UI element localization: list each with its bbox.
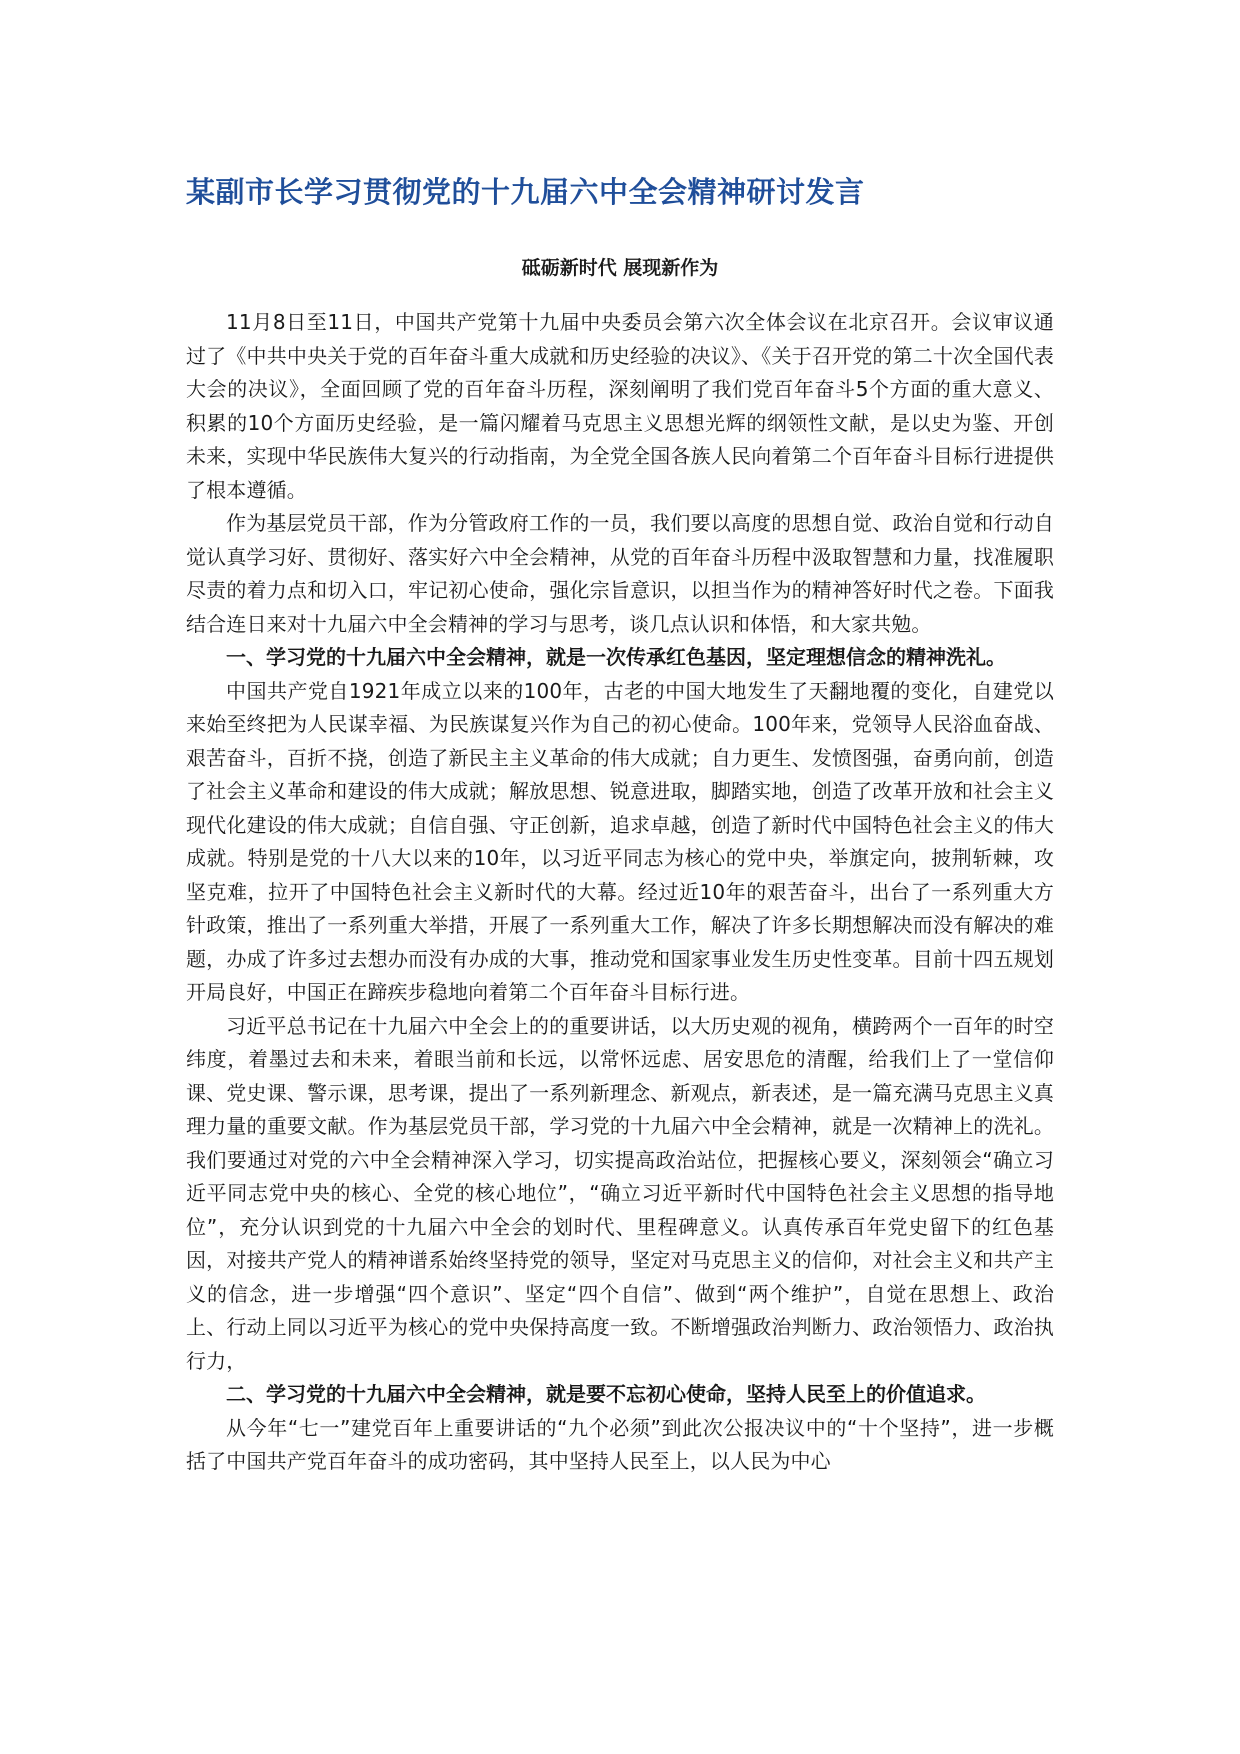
section-heading: 一、学习党的十九届六中全会精神，就是一次传承红色基因，坚定理想信念的精神洗礼。 bbox=[226, 645, 1006, 669]
paragraph: 11月8日至11日，中国共产党第十九届中央委员会第六次全体会议在北京召开。会议审议通过了《中共中央关于党的百年奋斗重大成就和历史经验的决议》、《关于召开党的第二十次全国代表大会的决议》，全面回顾了党的百年奋斗历程，深刻阐明了我们党百年奋斗5个方面的重大意义、积累的10个方面历史经验，是一篇闪耀着马克思主义思想光辉的纲领性文献，是以史为鉴、开创未来，实现中华民族伟大复兴的行动指南，为全党全国各族人民向着第二个百年奋斗目标行进提供了根本遵循。 bbox=[186, 310, 1054, 502]
document-title: 某副市长学习贯彻党的十九届六中全会精神研讨发言 bbox=[186, 175, 865, 209]
document-subtitle: 砥砺新时代 展现新作为 bbox=[521, 257, 719, 279]
paragraph: 作为基层党员干部，作为分管政府工作的一员，我们要以高度的思想自觉、政治自觉和行动自觉认真学习好、贯彻好、落实好六中全会精神，从党的百年奋斗历程中汲取智慧和力量，找准履职尽责的着力点和切入口，牢记初心使命，强化宗旨意识，以担当作为的精神答好时代之卷。下面我结合连日来对十九届六中全会精神的学习与思考，谈几点认识和体悟，和大家共勉。 bbox=[186, 511, 1054, 636]
paragraph: 中国共产党自1921年成立以来的100年，古老的中国大地发生了天翻地覆的变化，自建党以来始至终把为人民谋幸福、为民族谋复兴作为自己的初心使命。100年来，党领导人民浴血奋战、艰苦奋斗，百折不挠，创造了新民主主义革命的伟大成就；自力更生、发愤图强，奋勇向前，创造了社会主义革命和建设的伟大成就；解放思想、锐意进取，脚踏实地，创造了改革开放和社会主义现代化建设的伟大成就；自信自强、守正创新，追求卓越，创造了新时代中国特色社会主义的伟大成就。特别是党的十八大以来的10年，以习近平同志为核心的党中央，举旗定向，披荆斩棘，攻坚克难，拉开了中国特色社会主义新时代的大幕。经过近10年的艰苦奋斗，出台了一系列重大方针政策，推出了一系列重大举措，开展了一系列重大工作，解决了许多长期想解决而没有解决的难题，办成了许多过去想办而没有办成的大事，推动党和国家事业发生历史性变革。目前十四五规划开局良好，中国正在蹄疾步稳地向着第二个百年奋斗目标行进。 bbox=[186, 678, 1054, 1004]
document-page bbox=[186, 170, 1054, 1479]
paragraph: 习近平总书记在十九届六中全会上的的重要讲话，以大历史观的视角，横跨两个一百年的时空纬度，着墨过去和未来，着眼当前和长远，以常怀远虑、居安思危的清醒，给我们上了一堂信仰课、党史课、警示课，思考课，提出了一系列新理念、新观点，新表述，是一篇充满马克思主义真理力量的重要文献。作为基层党员干部，学习党的十九届六中全会精神，就是一次精神上的洗礼。我们要通过对党的六中全会精神深入学习，切实提高政治站位，把握核心要义，深刻领会“确立习近平同志党中央的核心、全党的核心地位”，“确立习近平新时代中国特色社会主义思想的指导地位”，充分认识到党的十九届六中全会的划时代、里程碑意义。认真传承百年党史留下的红色基因，对接共产党人的精神谱系始终坚持党的领导，坚定对马克思主义的信仰，对社会主义和共产主义的信念，进一步增强“四个意识”、坚定“四个自信”、做到“两个维护”，自觉在思想上、政治上、行动上同以习近平为核心的党中央保持高度一致。不断增强政治判断力、政治领悟力、政治执行力， bbox=[186, 1013, 1054, 1373]
section-heading: 二、学习党的十九届六中全会精神，就是要不忘初心使命，坚持人民至上的价值追求。 bbox=[226, 1382, 986, 1406]
paragraph: 从今年“七一”建党百年上重要讲话的“九个必须”到此次公报决议中的“十个坚持”，进一步概括了中国共产党百年奋斗的成功密码，其中坚持人民至上，以人民为中心 bbox=[186, 1415, 1054, 1473]
